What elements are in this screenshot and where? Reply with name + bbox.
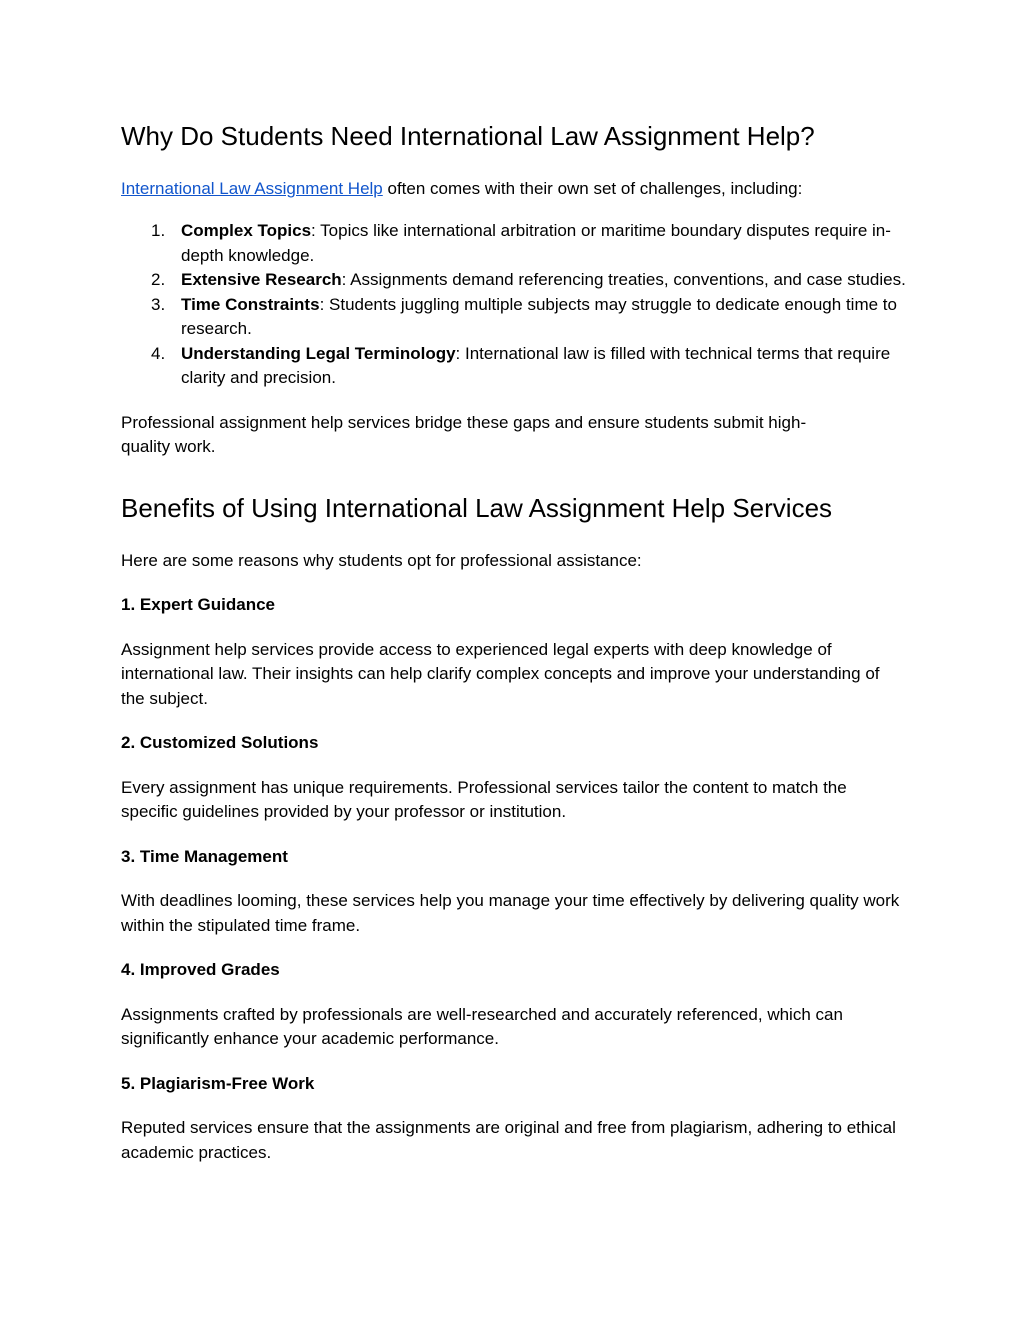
list-item (121, 293, 906, 342)
list-item-term: Extensive Research (181, 270, 342, 289)
document-content (121, 116, 906, 1165)
list-item-number: 3. (151, 294, 166, 314)
benefit-body: Assignments crafted by professionals are well-researched and accurately referenced, which can significantly enhance your academic performance. (121, 1004, 843, 1048)
section1-heading: Why Do Students Need International Law Assignment Help? (121, 121, 815, 151)
section1-closing: Professional assignment help services bridge these gaps and ensure students submit high-quality work. (121, 412, 807, 456)
challenges-list (121, 219, 906, 391)
list-item-term: Complex Topics (181, 221, 312, 240)
list-item-term: Time Constraints (181, 294, 320, 314)
benefit-title: 3. Time Management (121, 846, 288, 866)
benefit-body: With deadlines looming, these services help you manage your time effectively by delivering quality work within the stipulated time frame. (121, 891, 900, 935)
section2-intro: Here are some reasons why students opt for professional assistance: (121, 550, 642, 570)
list-item-number: 4. (151, 343, 166, 363)
list-item-text: : Topics like international arbitration or maritime boundary disputes require in-depth knowledge. (181, 221, 891, 265)
section2-heading: Benefits of Using International Law Assignment Help Services (121, 492, 833, 523)
list-item-term: Understanding Legal Terminology (181, 343, 456, 363)
list-item-number: 1. (151, 221, 166, 240)
list-item (121, 219, 906, 268)
list-item-number: 2. (151, 270, 166, 289)
benefit-body: Every assignment has unique requirements. Professional services tailor the content to match the specific guidelines provided by your professor or institution. (121, 777, 847, 821)
benefit-title: 4. Improved Grades (121, 960, 280, 979)
benefit-body: Assignment help services provide access to experienced legal experts with deep knowledge of international law. Their insights can help clarify complex concepts and improve your understanding of the subject. (121, 639, 880, 708)
list-item-text: : International law is filled with technical terms that require clarity and precision. (181, 343, 891, 387)
list-item-text: : Assignments demand referencing treaties, conventions, and case studies. (341, 270, 906, 289)
section1-intro (121, 175, 906, 203)
section1-intro-text: often comes with their own set of challenges, including: (382, 179, 803, 198)
benefit-title: 1. Expert Guidance (121, 595, 275, 614)
benefit-body: Reputed services ensure that the assignments are original and free from plagiarism, adhering to ethical academic practices. (121, 1118, 896, 1162)
list-item (121, 268, 906, 293)
benefit-title: 5. Plagiarism-Free Work (121, 1073, 315, 1093)
list-item-text: : Students juggling multiple subjects may struggle to dedicate enough time to research. (181, 294, 897, 338)
list-item (121, 342, 906, 391)
benefit-title: 2. Customized Solutions (121, 733, 319, 752)
international-law-assignment-help-link[interactable]: International Law Assignment Help (121, 179, 383, 198)
